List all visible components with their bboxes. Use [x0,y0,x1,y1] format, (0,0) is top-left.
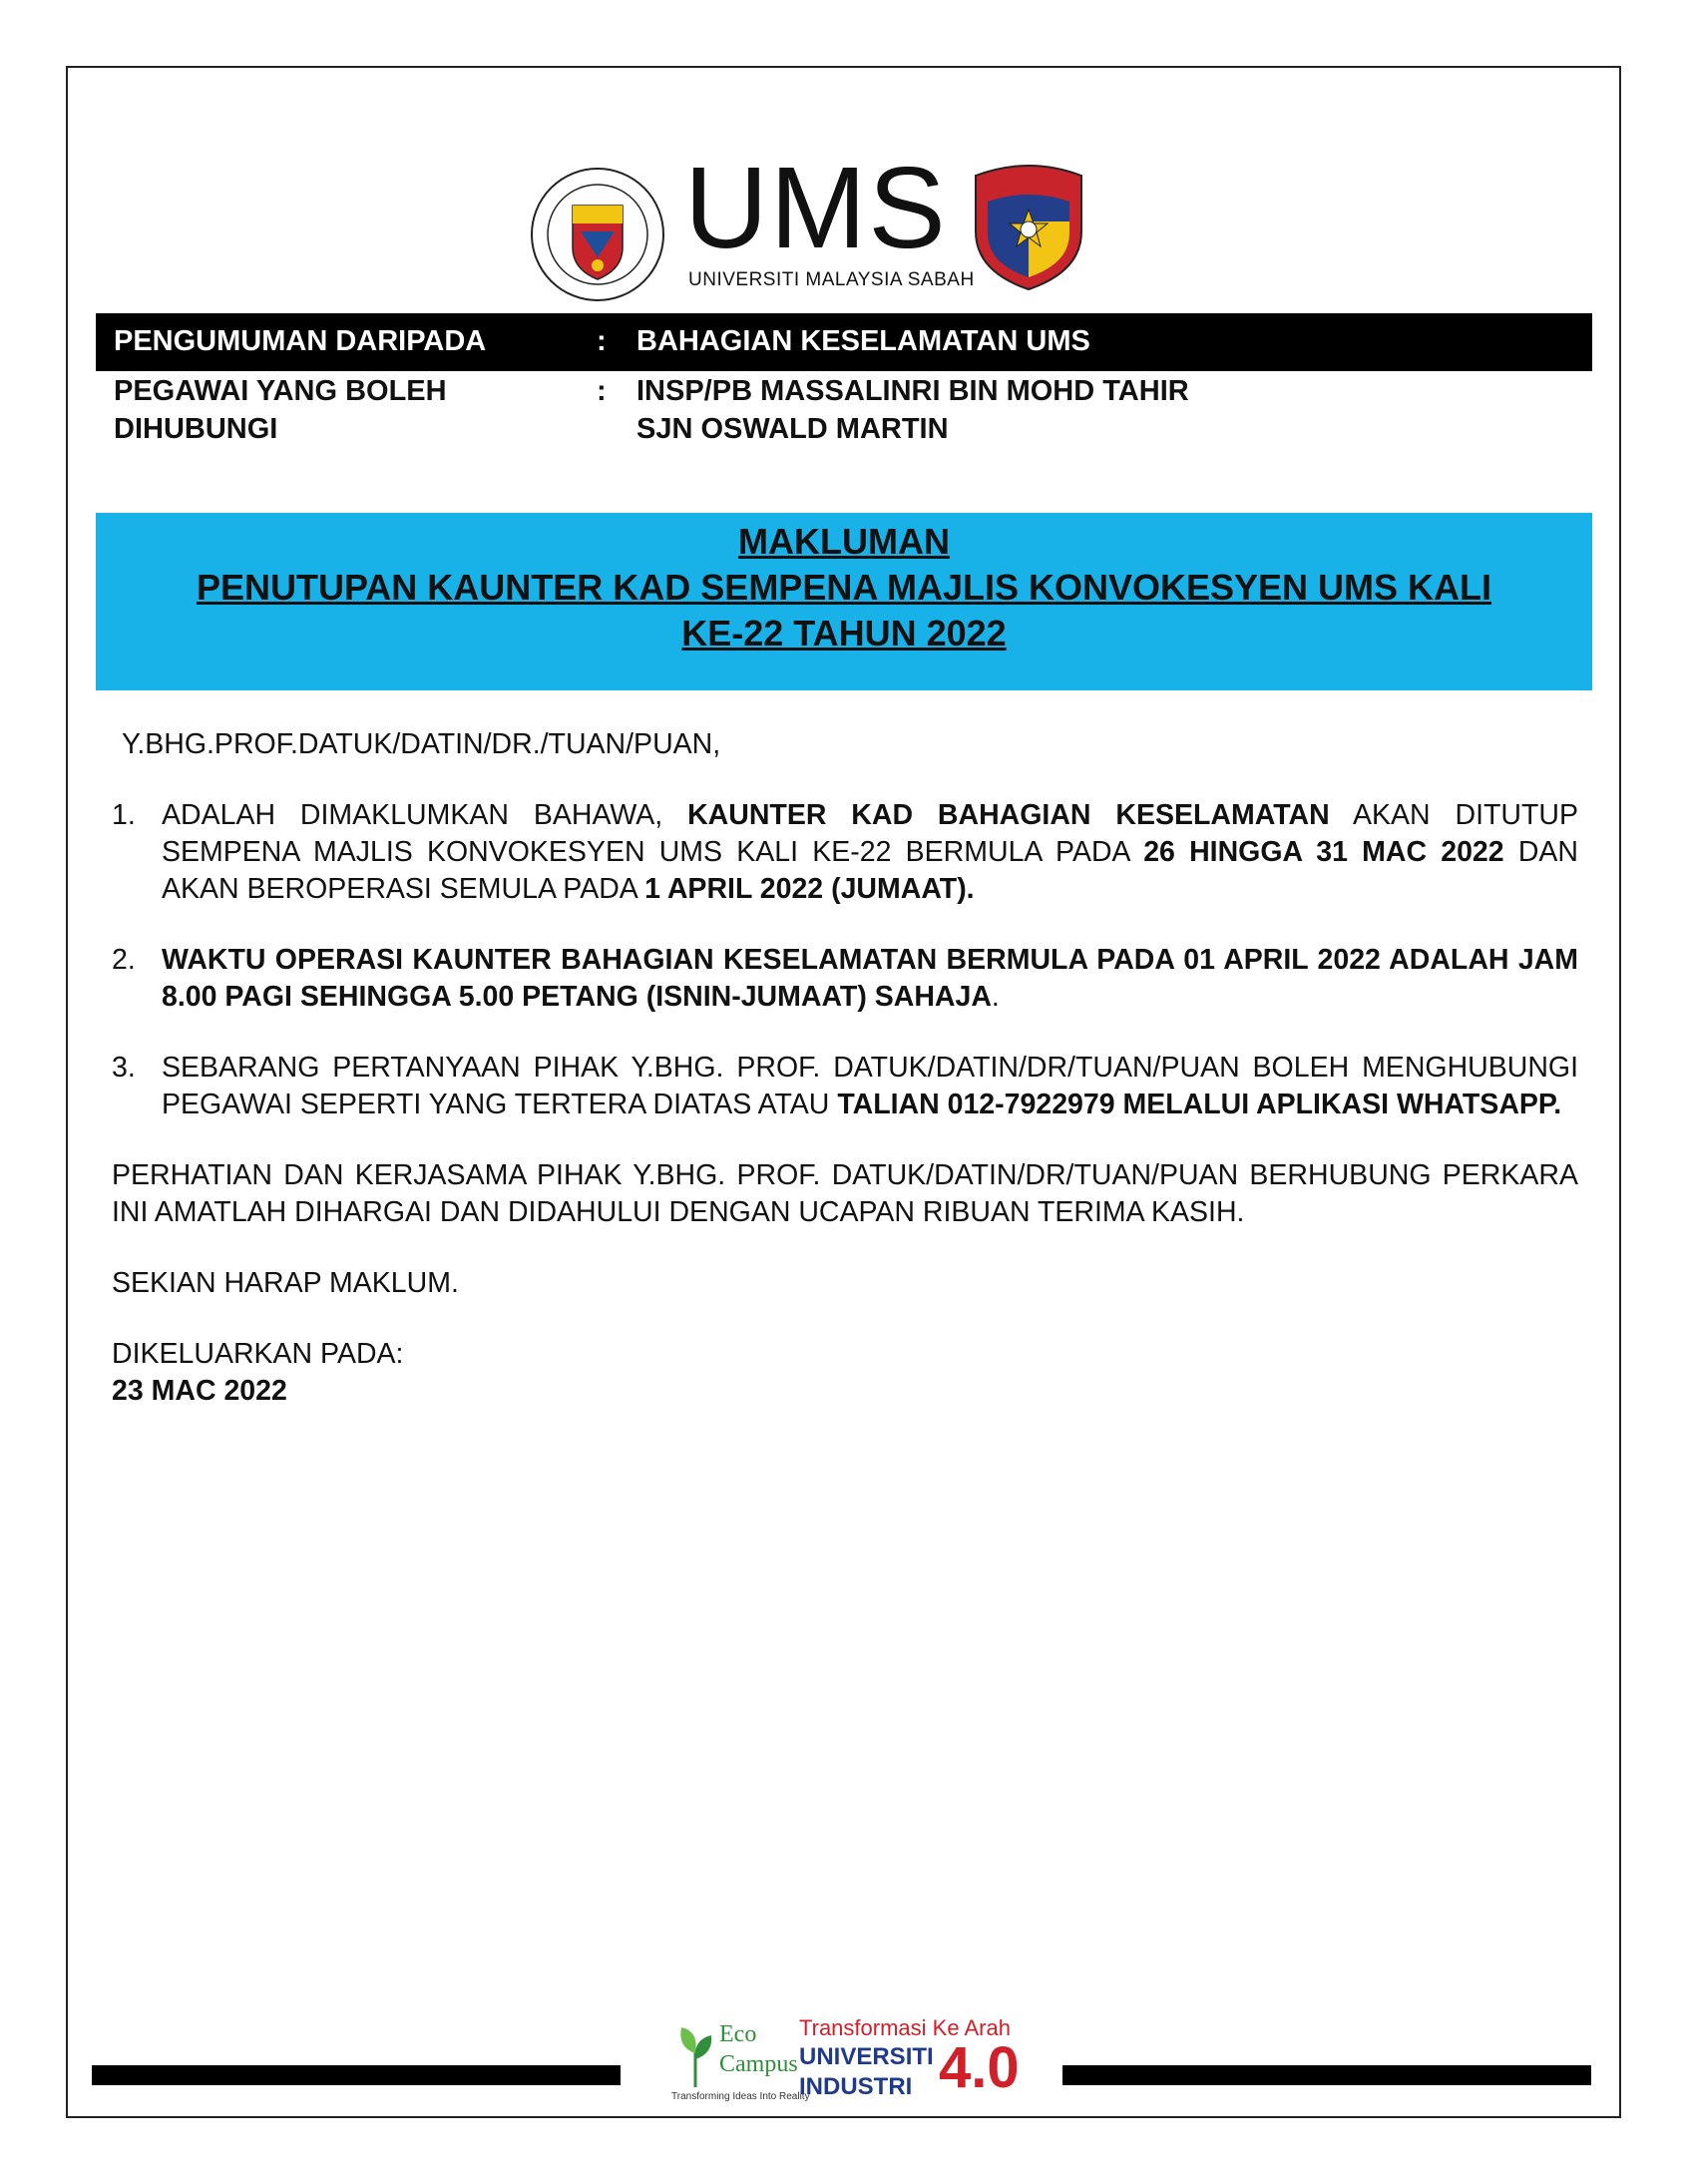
bold-run: KAUNTER KAD BAHAGIAN KESELAMATAN [687,799,1330,831]
eco-campus-line2: Campus [719,2051,798,2077]
bold-run: 26 HINGGA 31 MAC 2022 [1143,836,1504,868]
ums-subtitle: UNIVERSITI MALAYSIA SABAH [688,269,975,290]
item-number: 2. [112,944,136,976]
item-number: 3. [112,1052,136,1084]
eco-campus-leaf-icon [673,2019,717,2089]
contact-officer-2: SJN OSWALD MARTIN [636,413,949,445]
item-text [162,797,1578,908]
footer-bar-left [92,2065,621,2085]
item-number: 1. [112,799,136,831]
bold-run: TALIAN 012-7922979 MELALUI APLIKASI WHATSAPP. [837,1089,1562,1120]
eco-campus-tagline: Transforming Ideas Into Reality [671,2091,810,2102]
notice-title-line1: PENUTUPAN KAUNTER KAD SEMPENA MAJLIS KONVOKESYEN UMS KALI [196,567,1492,608]
notice-title-box [96,513,1592,690]
ums-seal-logo [529,166,666,303]
list-item [112,942,1578,1016]
from-label: PENGUMUMAN DARIPADA [114,325,487,357]
notice-body [112,726,1578,1410]
issued-date [112,1373,1578,1410]
closing-paragraph: PERHATIAN DAN KERJASAMA PIHAK Y.BHG. PROF. DATUK/DATIN/DR/TUAN/PUAN BERHUBUNG PERKARA INI AMATLAH DIHARGAI DAN DIDAHULUI DENGAN UCAPAN RIBUAN TERIMA KASIH. [112,1159,1578,1228]
text-run: . [991,981,1000,1013]
item-text [162,942,1578,1016]
ums-wordmark: UMS [684,143,948,272]
transform-universiti: UNIVERSITI [799,2043,934,2070]
transform-industri: INDUSTRI [799,2073,913,2100]
text-run: DAN AKAN BEROPERASI SEMULA PADA [162,836,1579,905]
auxiliary-police-badge [968,162,1089,291]
text-run: SEBARANG PERTANYAAN PIHAK Y.BHG. PROF. DATUK/DATIN/DR/TUAN/PUAN BOLEH MENGHUBUNGI PEGAWAI SEPERTI YANG TERTERA DIATAS ATAU [162,1052,1578,1120]
notice-title-line2: KE-22 TAHUN 2022 [681,613,1007,654]
contact-label-line2: DIHUBUNGI [114,413,278,445]
issued-label: DIKELUARKAN PADA: [112,1338,404,1370]
issued-date-value: 23 MAC 2022 [112,1375,287,1407]
text-run: AKAN DITUTUP SEMPENA MAJLIS KONVOKESYEN UMS KALI KE-22 BERMULA PADA [162,799,1578,868]
list-item [112,797,1578,908]
header-logos [529,143,1097,297]
contact-separator: : [597,375,607,407]
contact-officer-1: INSP/PB MASSALINRI BIN MOHD TAHIR [636,375,1189,407]
list-item [112,1050,1578,1123]
from-value: BAHAGIAN KESELAMATAN UMS [636,325,1090,357]
from-separator: : [597,325,607,357]
sign-off: SEKIAN HARAP MAKLUM. [112,1267,459,1299]
bold-run: 1 APRIL 2022 (JUMAAT). [644,873,975,905]
contact-label-line1: PEGAWAI YANG BOLEH [114,375,447,407]
salutation: Y.BHG.PROF.DATUK/DATIN/DR./TUAN/PUAN, [122,728,721,760]
transform-heading: Transformasi Ke Arah [799,2015,1011,2040]
contact-officer-row [96,371,1592,451]
notice-heading: MAKLUMAN [738,521,950,562]
text-run: ADALAH DIMAKLUMKAN BAHAWA, [162,799,688,831]
eco-campus-line1: Eco [719,2021,757,2047]
bold-run: WAKTU OPERASI KAUNTER BAHAGIAN KESELAMATAN BERMULA PADA 01 APRIL 2022 ADALAH JAM 8.00 PAGI SEHINGGA 5.00 PETANG (ISNIN-JUMAAT) SAHAJA [162,944,1578,1013]
footer-logos [663,2015,1043,2115]
item-text [162,1050,1578,1123]
transform-version: 4.0 [939,2035,1020,2100]
footer-bar-right [1062,2065,1591,2085]
announcement-from-row [96,313,1592,371]
